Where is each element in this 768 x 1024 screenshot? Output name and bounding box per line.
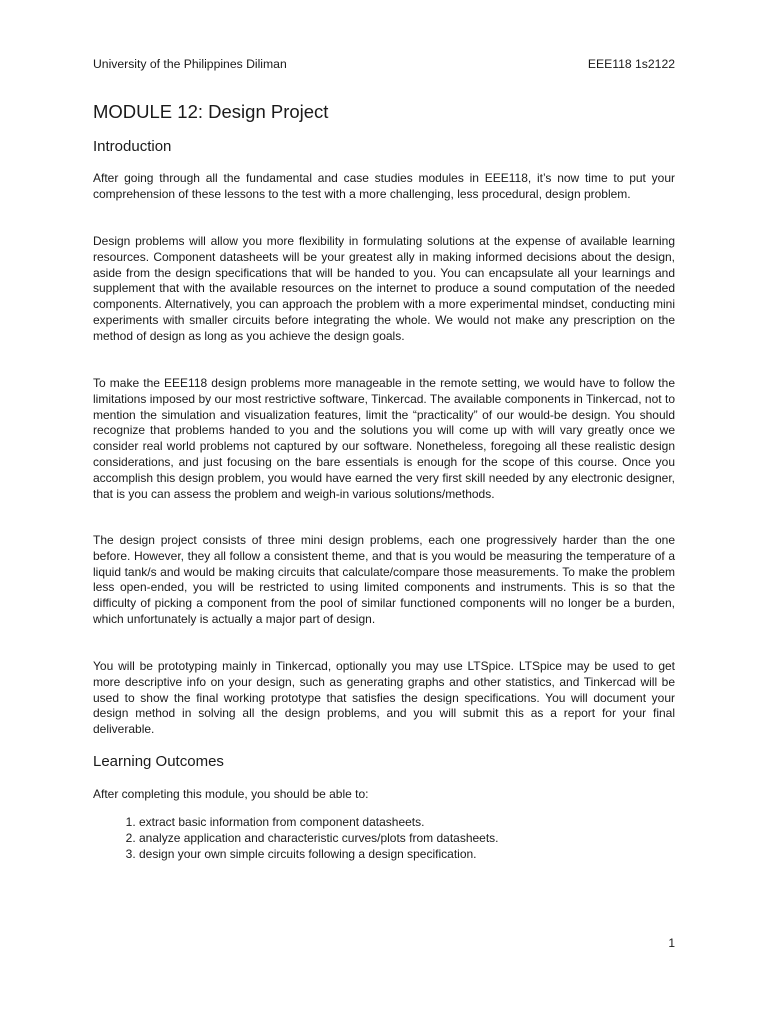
list-item: 3. design your own simple circuits following a design specification. [139,847,699,863]
page-header [93,57,675,71]
header-course-code: EEE118 1s2122 [587,57,675,71]
introduction-paragraph-5: You will be prototyping mainly in Tinkercad, optionally you may use LTSpice. LTSpice may be used to get more descriptive info on your design, such as generating graphs and other statistics, and Tinkercad will be used to show the final working prototype that satisfies the design specifications. You will document your design method in solving all the design problems, and you will submit this as a report for your final deliverable. [93,659,675,737]
learning-outcomes-list [93,815,699,862]
page-title: MODULE 12: Design Project [93,101,329,122]
header-university: University of the Philippines Diliman [93,57,287,71]
introduction-paragraph-4: The design project consists of three mini design problems, each one progressively harder than the one before. However, they all follow a consistent theme, and that is you would be measuring the temperature of a liquid tank/s and would be making circuits that calculate/compare those measurements. To make the problem less open-ended, you will be restricted to using limited components and instruments. This is so that the difficulty of picking a component from the pool of similar functioned components will no longer be a burden, which unfortunately is actually a major part of design. [93,533,675,626]
introduction-heading: Introduction [93,138,172,155]
learning-outcomes-intro: After completing this module, you should be able to: [93,787,369,801]
document-page [93,0,675,1024]
introduction-paragraph-2: Design problems will allow you more flexibility in formulating solutions at the expense of available learning resources. Component datasheets will be your greatest ally in making informed decisions about the design, aside from the design specifications that will be handed to you. You can encapsulate all your learnings and supplement that with the available resources on the internet to produce a sound computation of the needed components. Alternatively, you can approach the problem with a more experimental mindset, conducting mini experiments with smaller circuits before integrating the whole. We would not make any prescription on the method of design as long as you achieve the design goals. [93,234,675,343]
list-item: 2. analyze application and characteristic curves/plots from datasheets. [139,831,699,847]
introduction-paragraph-3: To make the EEE118 design problems more manageable in the remote setting, we would have to follow the limitations imposed by our most restrictive software, Tinkercad. The available components in Tinkercad, not to mention the simulation and visualization features, limit the “practicality” of our would-be design. You should recognize that problems handed to you and the solutions you will come up with will vary greatly once we consider real world problems not captured by our software. Nonetheless, foregoing all these realistic design considerations, and just focusing on the bare essentials is enough for the scope of this course. Once you accomplish this design problem, you would have earned the very first skill needed by any electronic designer, that is you can assess the problem and weigh-in various solutions/methods. [93,376,675,501]
learning-outcomes-heading: Learning Outcomes [93,753,224,770]
introduction-paragraph-1: After going through all the fundamental and case studies modules in EEE118, it’s now time to put your comprehension of these lessons to the test with a more challenging, less procedural, design problem. [93,171,675,201]
page-number: 1 [668,936,675,950]
list-item: 1. extract basic information from component datasheets. [139,815,699,831]
